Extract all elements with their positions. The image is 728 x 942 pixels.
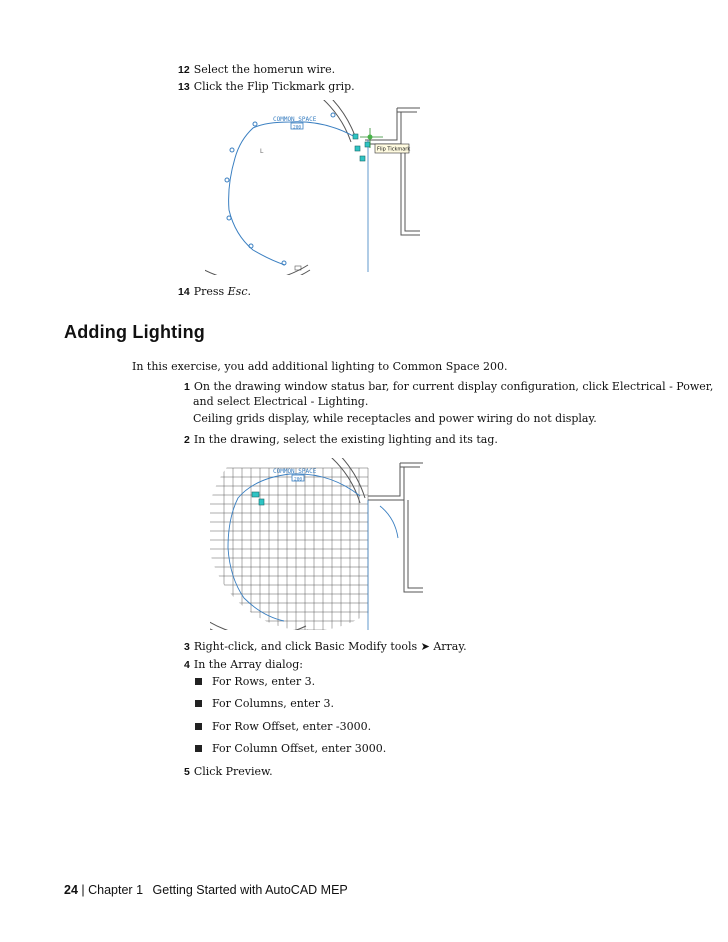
bullet-text: For Row Offset, enter -3000. bbox=[212, 720, 372, 733]
page-number: 24 bbox=[64, 883, 78, 897]
grip[interactable] bbox=[360, 156, 365, 161]
step-number: 13 bbox=[178, 81, 190, 93]
step-text: Press bbox=[193, 285, 228, 298]
bullet-icon bbox=[195, 678, 202, 685]
step-text: Click Preview. bbox=[193, 765, 273, 778]
bullet-text: For Columns, enter 3. bbox=[212, 697, 334, 710]
step-2 bbox=[184, 433, 498, 447]
bullet-icon bbox=[195, 723, 202, 730]
figure-flip-tickmark bbox=[205, 100, 425, 275]
step-number: 1 bbox=[184, 381, 190, 393]
step-4 bbox=[184, 658, 303, 672]
room-tag: 200 bbox=[294, 477, 303, 483]
step-number: 4 bbox=[184, 659, 190, 671]
room-label: COMMON SPACE bbox=[273, 468, 317, 475]
step-text: In the drawing, select the existing lighting and its tag. bbox=[193, 433, 498, 446]
bullet-text: For Rows, enter 3. bbox=[212, 675, 316, 688]
step-text: Select the homerun wire. bbox=[193, 63, 336, 76]
key-esc: Esc bbox=[227, 285, 248, 298]
bullet-text: For Column Offset, enter 3000. bbox=[212, 742, 387, 755]
section-heading: Adding Lighting bbox=[64, 322, 205, 342]
step-text: Right-click, and click Basic Modify tools ➤ Array. bbox=[193, 640, 467, 653]
step-number: 12 bbox=[178, 64, 190, 76]
step-number: 5 bbox=[184, 766, 190, 778]
step-1-line-2: and select Electrical - Lighting. bbox=[193, 395, 369, 408]
tooltip: Flip Tickmark bbox=[377, 146, 411, 153]
page-footer bbox=[64, 883, 348, 897]
step-5 bbox=[184, 765, 273, 779]
ceiling-grid bbox=[210, 468, 368, 630]
step-number: 2 bbox=[184, 434, 190, 446]
homerun-wire[interactable] bbox=[229, 122, 355, 265]
step-text: In the Array dialog: bbox=[193, 658, 304, 671]
bullet-item bbox=[193, 697, 334, 711]
step-text-end: . bbox=[247, 285, 251, 298]
step-12 bbox=[178, 63, 335, 77]
bullet-icon bbox=[195, 700, 202, 707]
selected-light-tag[interactable] bbox=[259, 499, 264, 505]
grip[interactable] bbox=[353, 134, 358, 139]
bullet-item bbox=[193, 720, 371, 734]
footer-separator: | bbox=[81, 883, 85, 897]
step-text: On the drawing window status bar, for current display configuration, click Electrical - Power, bbox=[193, 380, 714, 393]
step-14 bbox=[178, 285, 251, 299]
bullet-icon bbox=[195, 745, 202, 752]
step-1-note: Ceiling grids display, while receptacles and power wiring do not display. bbox=[193, 412, 597, 425]
section-intro: In this exercise, you add additional lighting to Common Space 200. bbox=[132, 360, 508, 373]
room-tag: 200 bbox=[293, 125, 302, 131]
footer-title: Getting Started with AutoCAD MEP bbox=[152, 883, 348, 897]
flip-tickmark-grip[interactable] bbox=[365, 142, 370, 147]
selected-light[interactable] bbox=[252, 492, 259, 497]
room-label: COMMON SPACE bbox=[273, 116, 317, 123]
figure-ceiling-grid bbox=[210, 458, 425, 630]
bullet-item bbox=[193, 742, 386, 756]
step-number: 3 bbox=[184, 641, 190, 653]
footer-chapter: Chapter 1 bbox=[88, 883, 144, 897]
step-text: Click the Flip Tickmark grip. bbox=[193, 80, 355, 93]
step-3 bbox=[184, 640, 467, 654]
small-label: L bbox=[260, 148, 264, 155]
step-1 bbox=[184, 380, 713, 394]
step-13 bbox=[178, 80, 355, 94]
step-number: 14 bbox=[178, 286, 190, 298]
grip[interactable] bbox=[355, 146, 360, 151]
bullet-item bbox=[193, 675, 315, 689]
